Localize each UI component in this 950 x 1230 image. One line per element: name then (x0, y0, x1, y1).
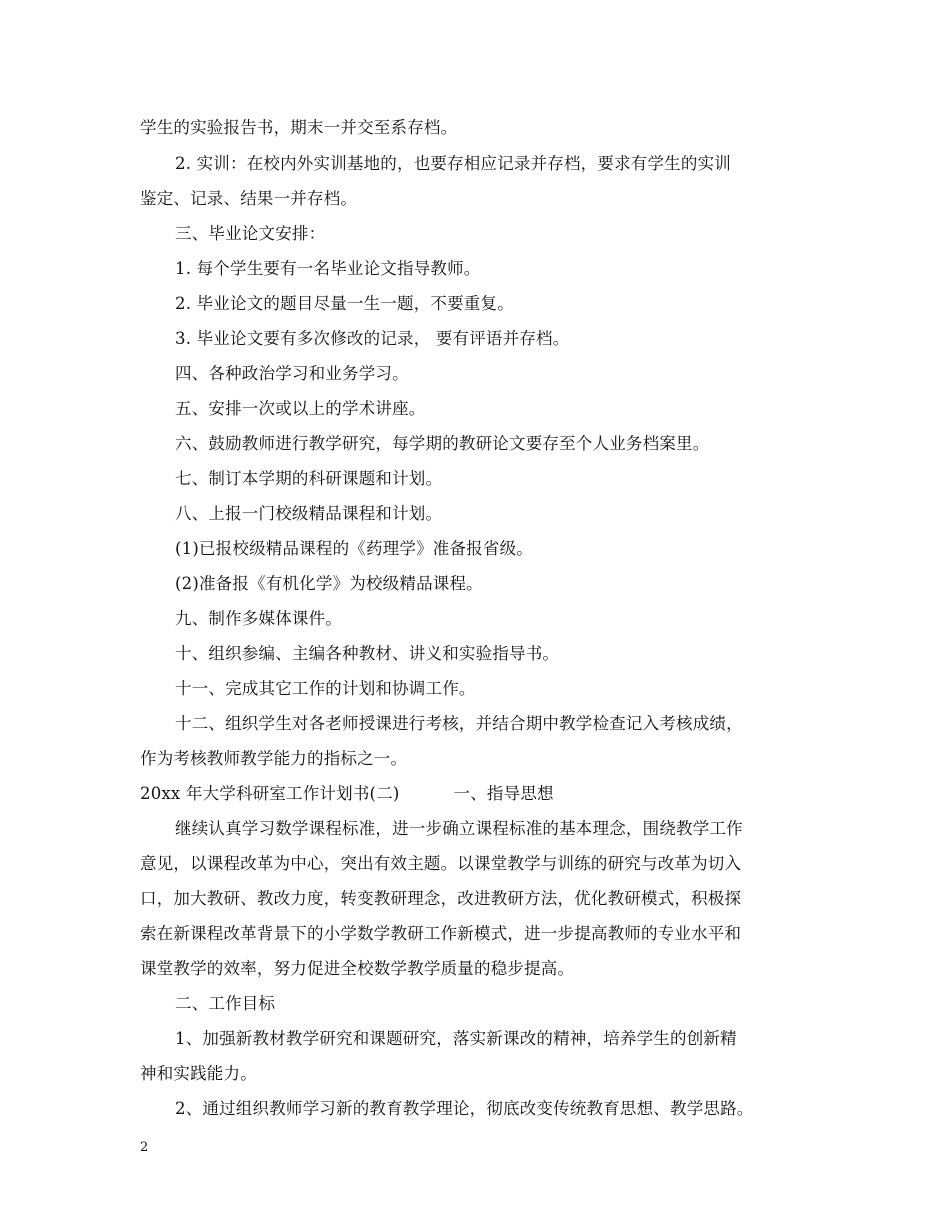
page-number: 2 (140, 1140, 149, 1155)
section-heading: 十、组织参编、主编各种教材、讲义和实验指导书。 (175, 644, 560, 663)
paragraph-line: 2、通过组织教师学习新的教育教学理论，彻底改变传统教育思想、教学思路。 (175, 1099, 754, 1118)
section-heading: 二、工作目标 (175, 994, 276, 1013)
paragraph-line: 神和实践能力。 (140, 1064, 257, 1083)
section-heading: 三、毕业论文安排： (175, 224, 326, 243)
section-heading: 八、上报一门校级精品课程和计划。 (175, 504, 443, 523)
paragraph-line: 作为考核教师教学能力的指标之一。 (140, 749, 408, 768)
paragraph-line: 继续认真学习数学课程标准，进一步确立课程标准的基本理念，围绕教学工作 (175, 819, 743, 838)
paragraph-line: 鉴定、记录、结果一并存档。 (140, 189, 358, 208)
section-heading: 四、各种政治学习和业务学习。 (175, 364, 409, 383)
section-heading: 一、指导思想 (453, 784, 554, 803)
list-item: 3. 毕业论文要有多次修改的记录， 要有评语并存档。 (175, 329, 570, 348)
paragraph-line: 意见，以课程改革为中心，突出有效主题。以课堂教学与训练的研究与改革为切入 (140, 854, 742, 873)
list-item: 1. 每个学生要有一名毕业论文指导教师。 (175, 259, 481, 278)
list-item: 2. 毕业论文的题目尽量一生一题，不要重复。 (175, 294, 514, 313)
section-heading: 十二、组织学生对各老师授课进行考核，并结合期中教学检查记入考核成绩， (175, 714, 743, 733)
paragraph-line: 口，加大教研、教改力度，转变教研理念，改进教研方法，优化教研模式，积极探 (140, 889, 742, 908)
document-title-line (140, 784, 554, 804)
paragraph-line: 2. 实训：在校内外实训基地的，也要存相应记录并存档，要求有学生的实训 (175, 154, 731, 173)
paragraph-line: 课堂教学的效率，努力促进全校数学教学质量的稳步提高。 (140, 959, 575, 978)
section-heading: 五、安排一次或以上的学术讲座。 (175, 399, 426, 418)
document-title: 20xx 年大学科研室工作计划书(二) (140, 784, 400, 803)
paragraph-line: 学生的实验报告书，期末一并交至系存档。 (140, 118, 458, 137)
paragraph-line: 索在新课程改革背景下的小学数学教研工作新模式，进一步提高教师的专业水平和 (140, 924, 742, 943)
section-heading: 六、鼓励教师进行教学研究，每学期的教研论文要存至个人业务档案里。 (175, 434, 710, 453)
list-item: (1)已报校级精品课程的《药理学》准备报省级。 (175, 539, 533, 558)
list-item: (2)准备报《有机化学》为校级精品课程。 (175, 574, 483, 593)
section-heading: 七、制订本学期的科研课题和计划。 (175, 469, 443, 488)
section-heading: 十一、完成其它工作的计划和协调工作。 (175, 679, 476, 698)
paragraph-line: 1、加强新教材教学研究和课题研究，落实新课改的精神，培养学生的创新精 (175, 1029, 737, 1048)
section-heading: 九、制作多媒体课件。 (175, 609, 342, 628)
